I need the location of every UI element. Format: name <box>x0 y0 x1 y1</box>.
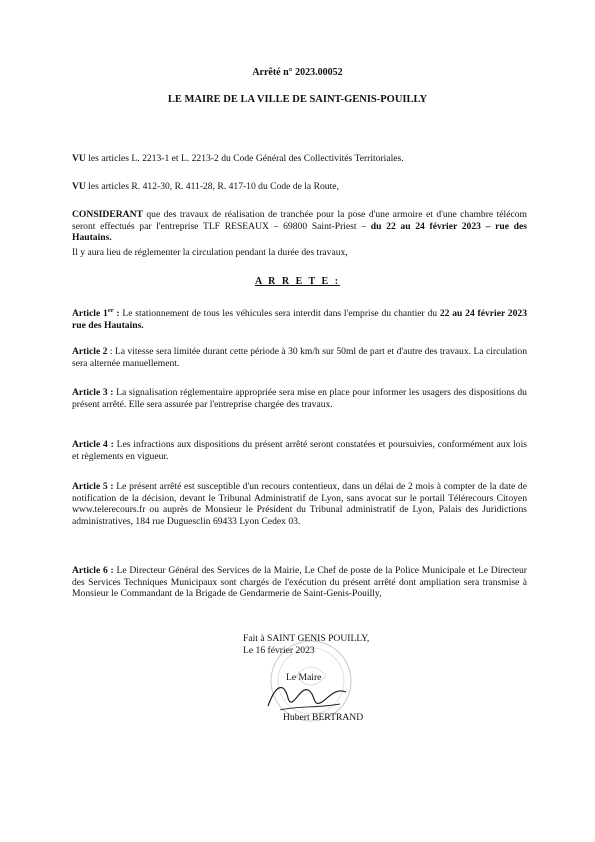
arrete-number: Arrêté n° 2023.00052 <box>252 67 343 78</box>
considerant-paragraph <box>72 209 527 244</box>
article-5 <box>72 481 527 528</box>
signature-place: Fait à SAINT GENIS POUILLY, <box>243 633 370 644</box>
vu-text: les articles R. 412-30, R. 411-28, R. 417-10 du Code de la Route, <box>85 181 339 192</box>
document-title: LE MAIRE DE LA VILLE DE SAINT-GENIS-POUILLY <box>167 94 428 105</box>
article-6-text: Le Directeur Général des Services de la Mairie, Le Chef de poste de la Police Municipale et Le Directeur des Services Techniques Municipaux sont chargés de l'exécution du présent arrêté dont ampliation sera transmise à Monsieur le Commandant de la Brigade de Gendarmerie de Saint-Genis-Pouilly, <box>72 565 527 600</box>
arrete-heading: A R R E T E : <box>254 276 341 287</box>
article-2 <box>72 346 527 369</box>
article-1-label-end: : <box>113 308 120 320</box>
vu-text: les articles L. 2213-1 et L. 2213-2 du Code Général des Collectivités Territoriales. <box>85 153 404 164</box>
article-1 <box>72 305 527 332</box>
article-4-text: Les infractions aux dispositions du présent arrêté seront constatées et poursuivies, conformément aux lois et règlements en vigueur. <box>72 439 527 462</box>
article-5-label: Article 5 : <box>72 481 114 492</box>
article-1-label-sup: er <box>107 307 114 314</box>
article-3-label: Article 3 : <box>72 387 114 398</box>
article-5-text: Le présent arrêté est susceptible d'un recours contentieux, dans un délai de 2 mois à compter de la date de notification de la décision, devant le Tribunal Administratif de Lyon, sans avocat sur le portail Télérecours Citoyen www.telerecours.fr ou auprès de Monsieur le Président du Tribunal administratif de Lyon, Palais des Juridictions administratives, 184 rue Duguesclin 69433 Lyon Cedex 03. <box>72 481 527 528</box>
article-1-label-main: Article 1 <box>72 308 108 320</box>
vu-paragraph-2 <box>72 181 527 193</box>
vu-lead: VU <box>72 153 86 164</box>
vu-lead: VU <box>72 181 86 192</box>
signatory-name: Hubert BERTRAND <box>283 712 364 723</box>
considerant-lead: CONSIDERANT <box>72 209 143 220</box>
article-4-label: Article 4 : <box>72 439 114 450</box>
considerant-dates: du 22 au 24 février 2023 – rue des Hautains. <box>72 220 528 244</box>
article-6 <box>72 565 527 600</box>
signature-role: Le Maire <box>286 672 322 683</box>
article-6-label: Article 6 : <box>72 565 114 576</box>
article-3-text: La signalisation réglementaire appropriée sera mise en place pour informer les usagers des dispositions du présent arrêté. Elle sera assurée par l'entreprise chargée des travaux. <box>72 387 527 410</box>
article-1-label <box>72 308 120 319</box>
article-2-text: : La vitesse sera limitée durant cette période à 30 km/h sur 50ml de part et d'autre des travaux. La circulation sera alternée manuellement. <box>72 346 527 369</box>
article-1-dates: 22 au 24 février 2023 rue des Hautains. <box>72 308 527 331</box>
article-4 <box>72 439 527 462</box>
article-2-label: Article 2 <box>72 346 108 357</box>
vu-paragraph-1 <box>72 153 527 165</box>
il-y-aura-paragraph: Il y aura lieu de réglementer la circulation pendant la durée des travaux, <box>72 247 348 258</box>
article-1-text: Le stationnement de tous les véhicules sera interdit dans l'emprise du chantier du <box>119 308 440 320</box>
article-3 <box>72 387 527 410</box>
considerant-text: que des travaux de réalisation de tranchée pour la pose d'une armoire et d'une chambre télécom seront effectués par l'entreprise TLF RESEAUX – 69800 Saint-Priest – <box>72 209 527 232</box>
signature-date: Le 16 février 2023 <box>243 645 315 656</box>
